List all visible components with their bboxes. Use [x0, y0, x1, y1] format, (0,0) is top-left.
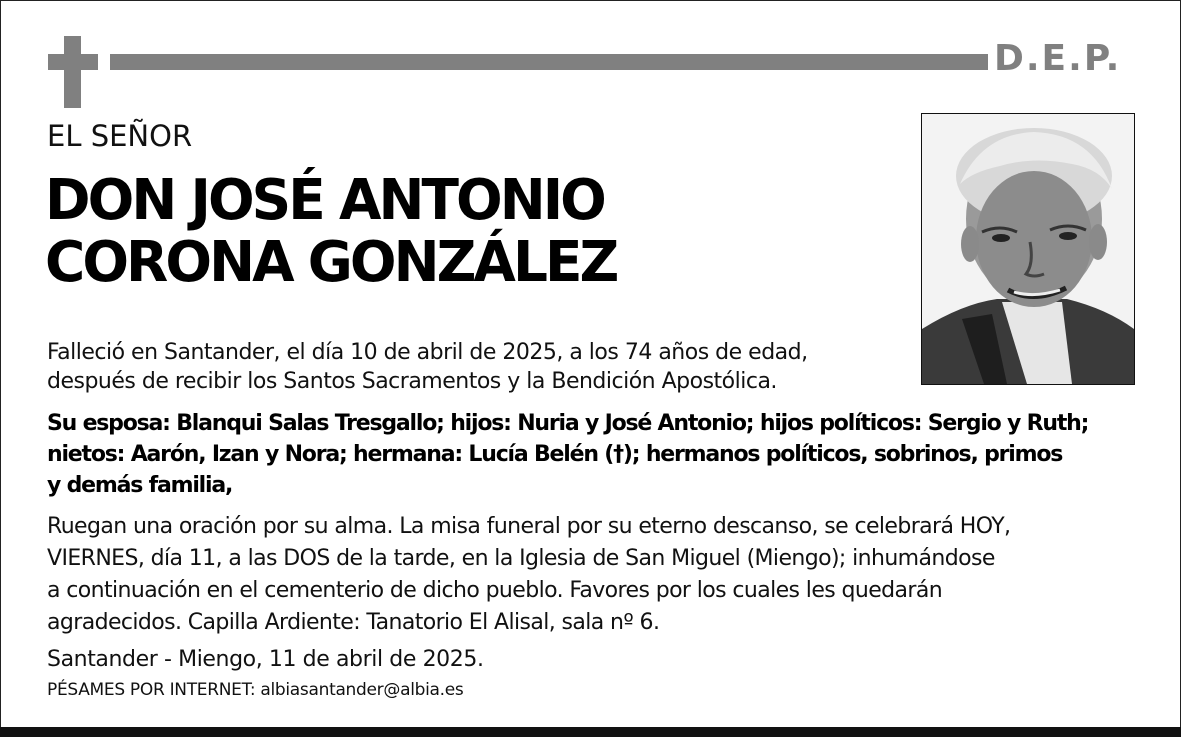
funeral-line-2: VIERNES, día 11, a las DOS de la tarde, en la Iglesia de San Miguel (Miengo); inhumándose: [47, 546, 995, 571]
portrait-icon: [922, 114, 1134, 384]
family-line-2: nietos: Aarón, Izan y Nora; hermana: Lucía Belén (†); hermanos políticos, sobrinos, primos: [47, 442, 1063, 467]
name-line-1: DON JOSÉ ANTONIO: [45, 168, 604, 233]
cross-icon-bar: [48, 54, 98, 70]
dep-label: D.E.P.: [994, 38, 1122, 79]
family-paragraph: [47, 408, 1157, 501]
condolences-line: PÉSAMES POR INTERNET: albiasantander@albia.es: [47, 680, 464, 700]
funeral-line-4: agradecidos. Capilla Ardiente: Tanatorio El Alisal, sala nº 6.: [47, 610, 660, 635]
name-line-2: CORONA GONZÁLEZ: [45, 230, 617, 295]
death-line-2: después de recibir los Santos Sacramentos y la Bendición Apostólica.: [47, 369, 777, 394]
funeral-line-3: a continuación en el cementerio de dicho pueblo. Favores por los cuales les quedarán: [47, 578, 943, 603]
portrait-photo: [921, 113, 1135, 385]
funeral-paragraph: [47, 511, 1147, 639]
funeral-line-1: Ruegan una oración por su alma. La misa funeral por su eterno descanso, se celebrará HOY,: [47, 514, 1011, 539]
cross-icon: [64, 36, 81, 108]
family-line-1: Su esposa: Blanqui Salas Tresgallo; hijos: Nuria y José Antonio; hijos políticos: Sergio y Ruth;: [47, 411, 1089, 436]
header-rule: [110, 54, 988, 70]
family-line-3: y demás familia,: [47, 473, 233, 498]
place-date: Santander - Miengo, 11 de abril de 2025.: [47, 647, 484, 672]
death-notice: [47, 338, 808, 396]
deceased-name: [45, 170, 616, 294]
death-line-1: Falleció en Santander, el día 10 de abril de 2025, a los 74 años de edad,: [47, 340, 808, 365]
bottom-bar: [0, 727, 1181, 737]
honorific: EL SEÑOR: [47, 119, 193, 153]
